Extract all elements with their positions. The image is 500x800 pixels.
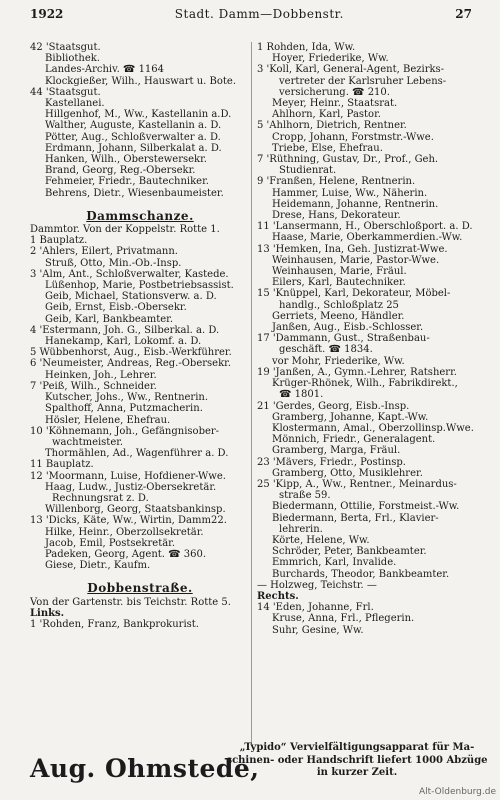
directory-line: Heinken, Joh., Lehrer. xyxy=(45,369,157,381)
directory-line: 3 'Koll, Karl, General-Agent, Bezirks- xyxy=(257,64,445,76)
directory-line: Padeken, Georg, Agent. ☎ 360. xyxy=(45,548,207,560)
directory-line: handlg., Schloßplatz 25 xyxy=(279,299,399,311)
directory-line: Von der Gartenstr. bis Teichstr. Rotte 5. xyxy=(30,596,231,608)
directory-line: Hoyer, Friederike, Ww. xyxy=(272,53,389,65)
directory-line: 5 'Ahlhorn, Dietrich, Rentner. xyxy=(257,120,407,132)
directory-line: 42 'Staatsgut. xyxy=(30,42,101,53)
directory-line: Gramberg, Marga, Fräul. xyxy=(272,445,401,457)
directory-line: — Holzweg, Teichstr. — xyxy=(257,579,377,591)
directory-line: vor Mohr, Friederike, Ww. xyxy=(272,355,405,367)
directory-line: 21 'Gerdes, Georg, Eisb.-Insp. xyxy=(257,400,410,412)
directory-line: Behrens, Dietr., Wiesenbaumeister. xyxy=(45,187,224,199)
directory-line: straße 59. xyxy=(279,490,331,502)
directory-line: Geib, Michael, Stationsverw. a. D. xyxy=(45,291,217,303)
directory-line: 13 'Hemken, Ina, Geh. Justizrat-Wwe. xyxy=(257,243,448,255)
directory-line: Klockgießer, Wilh., Hauswart u. Bote. xyxy=(45,75,237,87)
directory-line: 1 Rohden, Ida, Ww. xyxy=(257,42,356,53)
header-title: Stadt. Damm—Dobbenstr. xyxy=(174,7,344,21)
advertisement xyxy=(30,742,488,794)
directory-line: Gerriets, Meeno, Händler. xyxy=(272,310,405,322)
directory-line: wachtmeister. xyxy=(52,436,124,448)
directory-line: Suhr, Gesine, Ww. xyxy=(272,624,364,636)
directory-line: 44 'Staatsgut. xyxy=(30,86,101,98)
directory-line: Fehmeier, Friedr., Bautechniker. xyxy=(45,176,209,188)
directory-line: Eilers, Karl, Bautechniker. xyxy=(272,277,406,289)
section-heading: Dammschanze. xyxy=(86,208,194,223)
directory-line: Erdmann, Johann, Silberkalat a. D. xyxy=(45,142,222,154)
directory-line: 14 'Eden, Johanne, Frl. xyxy=(257,602,374,614)
directory-line: vertreter der Karlsruher Lebens- xyxy=(279,75,447,87)
directory-line: Kruse, Anna, Frl., Pflegerin. xyxy=(272,613,415,625)
directory-line: 17 'Dammann, Gust., Straßenbau- xyxy=(257,333,430,345)
directory-line: Hammer, Luise, Ww., Näherin. xyxy=(272,187,428,199)
directory-line: Rechts. xyxy=(257,590,299,602)
spacer xyxy=(30,199,250,205)
page-number: 27 xyxy=(455,7,472,21)
directory-line: Geib, Ernst, Eisb.-Obersekr. xyxy=(45,302,187,314)
directory-line: 23 'Mävers, Friedr., Postinsp. xyxy=(257,456,406,468)
header-year: 1922 xyxy=(30,7,64,21)
column-divider xyxy=(251,42,252,744)
directory-line: Krüger-Rhönek, Wilh., Fabrikdirekt., xyxy=(272,378,458,390)
directory-line: Haase, Marie, Oberkammerdien.-Ww. xyxy=(272,232,463,244)
directory-line: 19 'Janßen, A., Gymn.-Lehrer, Ratsherr. xyxy=(257,366,457,378)
directory-line: Hösler, Helene, Ehefrau. xyxy=(45,414,171,426)
directory-line: 10 'Köhnemann, Joh., Gefängnisober- xyxy=(30,425,220,437)
left-column xyxy=(30,42,250,630)
directory-line: Hanken, Wilh., Oberstewersekr. xyxy=(45,154,207,166)
directory-line: Triebe, Else, Ehefrau. xyxy=(272,142,383,154)
directory-line: Haag, Ludw., Justiz-Obersekretär. xyxy=(45,481,217,493)
directory-line: 6 'Neumeister, Andreas, Reg.-Obersekr. xyxy=(30,358,231,370)
directory-line: Hillgenhof, M., Ww., Kastellanin a.D. xyxy=(45,109,232,121)
directory-line: 15 'Knüppel, Karl, Dekorateur, Möbel- xyxy=(257,288,451,300)
advertiser-name: Aug. Ohmstede, xyxy=(30,754,260,783)
spacer xyxy=(30,571,250,577)
directory-line: Rechnungsrat z. D. xyxy=(52,492,149,504)
directory-line: Cropp, Johann, Forstmstr.-Wwe. xyxy=(272,131,434,143)
directory-line: Gramberg, Johanne, Kapt.-Ww. xyxy=(272,411,429,423)
directory-line: 11 Bauplatz. xyxy=(30,459,94,471)
directory-line: 9 'Franßen, Helene, Rentnerin. xyxy=(257,176,416,188)
directory-line: 5 Wübbenhorst, Aug., Eisb.-Werkführer. xyxy=(30,347,232,359)
directory-line: Klostermann, Amal., Oberzollinsp.Wwe. xyxy=(272,422,474,434)
ad-line-1: „Typido“ Vervielfältigungsapparat für Ma- xyxy=(239,742,475,753)
directory-line: Dammtor. Von der Koppelstr. Rotte 1. xyxy=(30,224,220,236)
page-header xyxy=(30,4,472,24)
directory-line: Pötter, Aug., Schloßverwalter a. D. xyxy=(45,131,221,143)
directory-line: geschäft. ☎ 1834. xyxy=(279,344,373,356)
directory-line: Mönnich, Friedr., Generalagent. xyxy=(272,434,436,446)
directory-line: 13 'Dicks, Käte, Ww., Wirtin, Damm22. xyxy=(30,515,227,527)
directory-line: ☎ 1801. xyxy=(279,389,324,401)
directory-line: Hanekamp, Karl, Lokomf. a. D. xyxy=(45,336,202,348)
directory-line: 4 'Estermann, Joh. G., Silberkal. a. D. xyxy=(30,324,220,336)
directory-line: Weinhausen, Marie, Pastor-Wwe. xyxy=(272,254,440,266)
directory-line: lehrerin. xyxy=(279,523,323,535)
directory-line: Janßen, Aug., Eisb.-Schlosser. xyxy=(272,322,424,334)
directory-line: Thormählen, Ad., Wagenführer a. D. xyxy=(45,448,229,460)
directory-line: Kastellanei. xyxy=(45,98,105,110)
directory-line: Weinhausen, Marie, Fräul. xyxy=(272,266,407,278)
directory-line: Emmrich, Karl, Invalide. xyxy=(272,557,397,569)
directory-line: Bibliothek. xyxy=(45,53,100,65)
directory-line: Biedermann, Berta, Frl., Klavier- xyxy=(272,512,439,524)
directory-line: Spalthoff, Anna, Putzmacherin. xyxy=(45,403,203,415)
directory-line: Geib, Karl, Bankbeamter. xyxy=(45,313,174,325)
directory-line: Lüßenhop, Marie, Postbetriebsassist. xyxy=(45,280,234,292)
directory-line: 2 'Ahlers, Eilert, Privatmann. xyxy=(30,246,178,258)
directory-line: Landes-Archiv. ☎ 1164 xyxy=(45,64,165,76)
directory-line: Jacob, Emil, Postsekretär. xyxy=(45,537,176,549)
watermark: Alt-Oldenburg.de xyxy=(418,787,496,797)
directory-line: Willenborg, Georg, Staatsbankinsp. xyxy=(45,504,226,516)
directory-line: 25 'Kipp, A., Ww., Rentner., Meinardus- xyxy=(257,478,457,490)
directory-line: Meyer, Heinr., Staatsrat. xyxy=(272,98,398,110)
directory-line: Walther, Auguste, Kastellanin a. D. xyxy=(45,120,222,132)
directory-line: 1 Bauplatz. xyxy=(30,235,88,247)
section-heading: Dobbenstraße. xyxy=(87,581,193,596)
advertisement-text xyxy=(212,742,500,780)
directory-line: Drese, Hans, Dekorateur. xyxy=(272,210,401,222)
directory-line: 3 'Alm, Ant., Schloßverwalter, Kastede. xyxy=(30,268,229,280)
directory-line: 12 'Moormann, Luise, Hofdiener-Wwe. xyxy=(30,470,226,482)
directory-line: Körte, Helene, Ww. xyxy=(272,534,370,546)
directory-line: 7 'Peiß, Wilh., Schneider. xyxy=(30,380,157,392)
ad-line-2: schinen- oder Handschrift liefert 1000 Abzüge xyxy=(226,754,488,766)
right-column xyxy=(257,42,477,636)
directory-line: Ahlhorn, Karl, Pastor. xyxy=(272,109,381,121)
directory-line: Gramberg, Otto, Musiklehrer. xyxy=(272,467,423,479)
directory-line: Studienrat. xyxy=(279,165,337,177)
ad-line-3: in kurzer Zeit. xyxy=(316,767,398,778)
directory-line: Struß, Otto, Min.-Ob.-Insp. xyxy=(45,257,182,269)
directory-line: Heidemann, Johanne, Rentnerin. xyxy=(272,198,439,210)
directory-line: 11 'Lansermann, H., Oberschloßport. a. D. xyxy=(257,221,473,233)
directory-line: Links. xyxy=(30,607,65,619)
directory-line: Burchards, Theodor, Bankbeamter. xyxy=(272,568,450,580)
directory-line: Hilke, Heinr., Oberzollsekretär. xyxy=(45,526,204,538)
directory-line: versicherung. ☎ 210. xyxy=(279,86,390,98)
directory-line: 7 'Rüthning, Gustav, Dr., Prof., Geh. xyxy=(257,154,439,166)
directory-line: Schröder, Peter, Bankbeamter. xyxy=(272,546,427,558)
directory-line: Kutscher, Johs., Ww., Rentnerin. xyxy=(45,392,209,404)
directory-line: Giese, Dietr., Kaufm. xyxy=(45,560,151,572)
directory-line: Brand, Georg, Reg.-Obersekr. xyxy=(45,165,196,177)
directory-line: 1 'Rohden, Franz, Bankprokurist. xyxy=(30,618,199,630)
directory-line: Biedermann, Ottilie, Forstmeist.-Ww. xyxy=(272,501,460,513)
